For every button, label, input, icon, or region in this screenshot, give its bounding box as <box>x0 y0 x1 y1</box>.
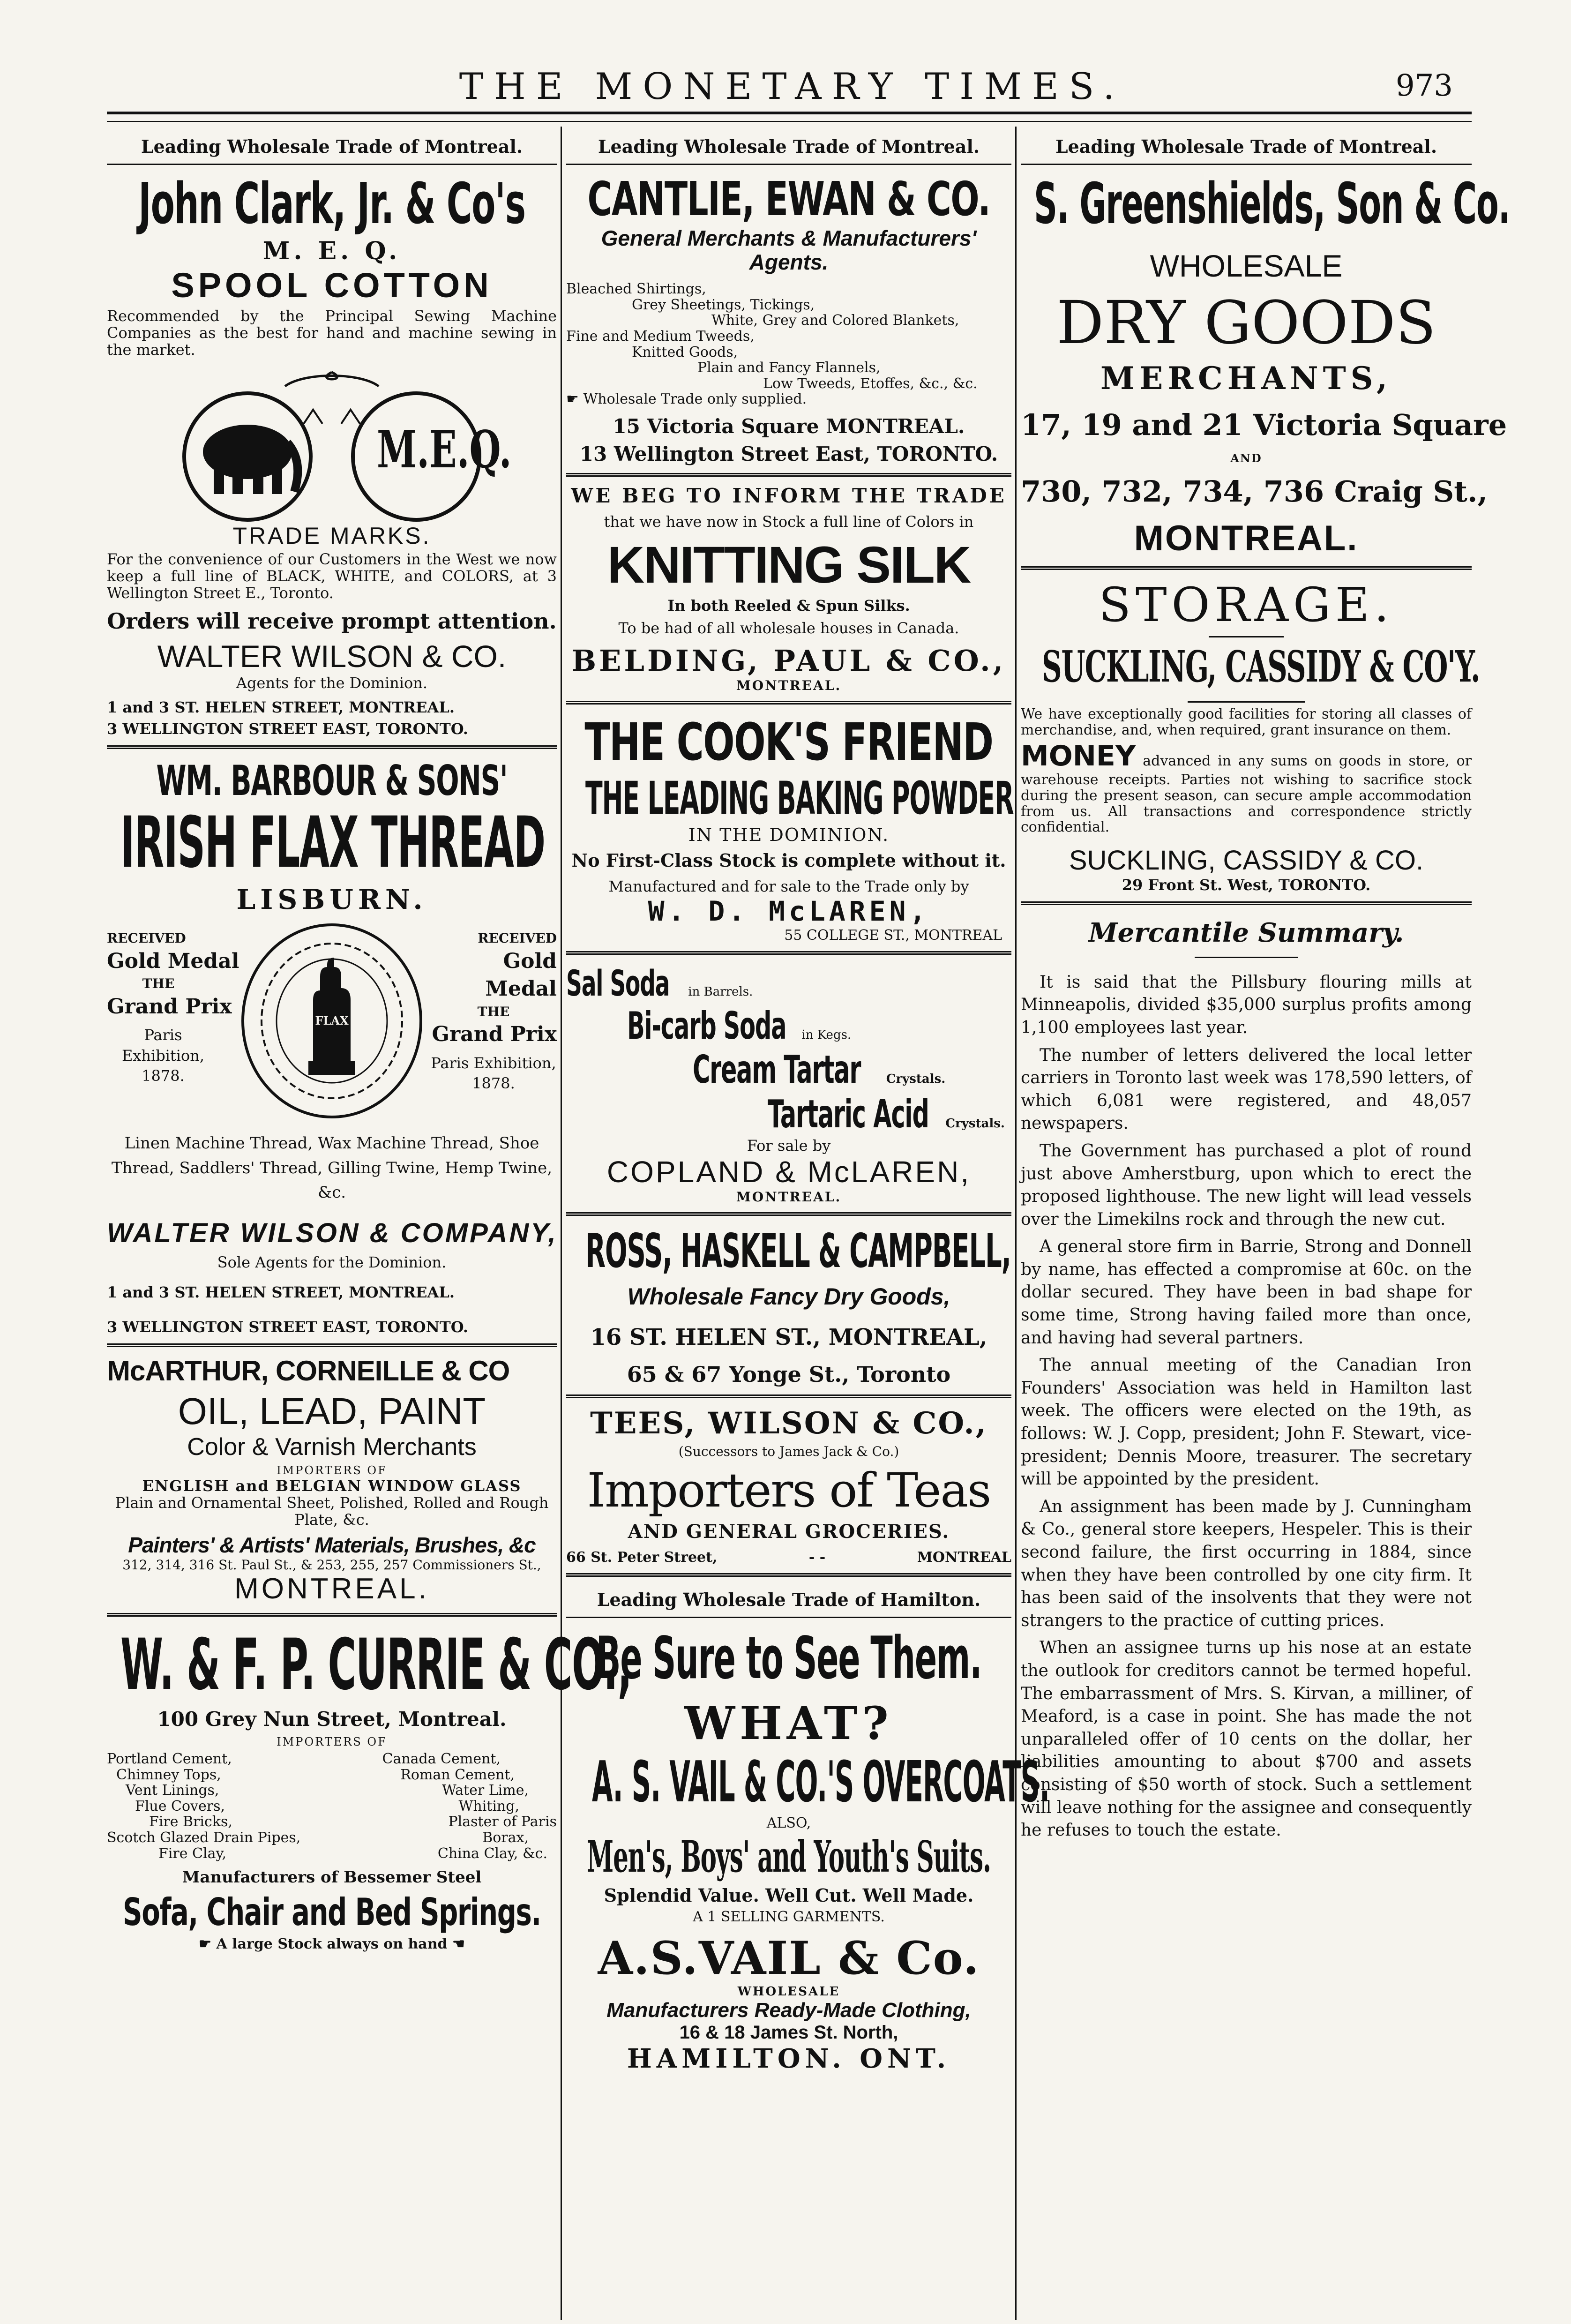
ad-tees-wilson <box>566 1406 1011 1566</box>
ad-firm-name: CANTLIE, EWAN & CO. <box>587 172 990 226</box>
summary-paragraph: The annual meeting of the Canadian Iron Founders' Association was held in Hamilton last week. The officers were elected on the 19th, as follows: W. J. Copp, president; John F. Stewart, vice-president; Dennis Moore, treasurer. The secretary will be appointed by the president. <box>1021 1356 1472 1489</box>
ad-agent-note: Agents for the Dominion. <box>236 674 428 692</box>
medal-label: Gold Medal <box>485 949 557 1001</box>
pointing-hand-icon: ☚ <box>452 1936 465 1953</box>
ad-intro: that we have now in Stock a full line of Colors in <box>604 512 974 531</box>
ad-grade: A 1 SELLING GARMENTS. <box>693 1908 885 1925</box>
divider <box>566 1573 1011 1577</box>
ad-firm-name: SUCKLING, CASSIDY & CO. <box>1069 845 1424 876</box>
ad-makers: Manufacturers Ready-Made Clothing, <box>606 1998 971 2022</box>
divider <box>1195 957 1298 958</box>
ad-sub: General Merchants & Manufacturers' Agents. <box>601 226 977 274</box>
ad-wholesale: WHOLESALE <box>737 1984 840 1999</box>
column-divider <box>561 127 562 2320</box>
ad-address: 3 WELLINGTON STREET EAST, TORONTO. <box>107 720 468 738</box>
ad-firm-name: WM. BARBOUR & SONS' <box>156 756 508 805</box>
ad-agent: WALTER WILSON & COMPANY, <box>107 1218 558 1249</box>
ad-blurb: Recommended by the Principal Sewing Machine Companies as the best for hand and machine sewing in the market. <box>107 307 557 359</box>
product-line: Cream Tartar <box>693 1047 861 1092</box>
medal-label: Grand Prix <box>107 994 232 1019</box>
list-item: Fire Bricks, <box>149 1814 232 1830</box>
ad-note: For the convenience of our Customers in the West we now keep a full line of BLACK, WHITE, and COLORS, at 3 Wellington Street E., Toronto. <box>107 550 557 602</box>
ad-address: 15 Victoria Square MONTREAL. <box>613 414 965 438</box>
ad-maker-note: Manufactured and for sale to the Trade only by <box>608 877 969 895</box>
column-divider <box>1015 127 1017 2320</box>
ad-address: 1 and 3 ST. HELEN STREET, MONTREAL. <box>107 698 455 716</box>
ad-city: MONTREAL. <box>736 677 842 693</box>
page-number: 973 <box>1395 68 1453 103</box>
ad-sub: (Successors to James Jack & Co.) <box>678 1443 899 1459</box>
ad-product: SPOOL COTTON <box>171 266 493 305</box>
divider <box>107 1343 557 1347</box>
list-item: Borax, <box>482 1829 529 1846</box>
header-rule-thin <box>107 121 1472 122</box>
ad-bessemer: Manufacturers of Bessemer Steel <box>182 1868 482 1887</box>
product-line: Sal Soda <box>566 962 670 1004</box>
ad-dash: - - <box>808 1549 826 1566</box>
ad-firm-name: TEES, WILSON & CO., <box>590 1405 987 1441</box>
ad-firm-name: SUCKLING, CASSIDY & CO'Y. <box>1042 641 1480 692</box>
ad-wholesale: WHOLESALE <box>1150 248 1343 283</box>
ad-product: Importers of Teas <box>587 1462 991 1518</box>
ad-address: 3 WELLINGTON STREET EAST, TORONTO. <box>107 1318 468 1336</box>
medal-block <box>107 920 557 1126</box>
ad-note: No First-Class Stock is complete without it. <box>571 849 1006 871</box>
divider <box>566 701 1011 705</box>
ad-city: HAMILTON. ONT. <box>627 2043 951 2074</box>
ad-sub: Wholesale Fancy Dry Goods, <box>627 1283 950 1310</box>
list-item: Bleached Shirtings, <box>566 281 706 298</box>
ad-suckling <box>1021 577 1480 894</box>
ad-address: 1 and 3 ST. HELEN STREET, MONTREAL. <box>107 1283 455 1302</box>
ad-stock: A large Stock always on hand <box>216 1936 448 1953</box>
ad-product: DRY GOODS <box>1056 288 1436 357</box>
ad-plate: Plain and Ornamental Sheet, Polished, Rolled and Rough Plate, &c. <box>115 1494 549 1529</box>
ad-paragraph: advanced in any sums on goods in store, or warehouse receipts. Parties not wishing to sacrifice stock during the present season, can secure ample accommodation from us. All transactions and correspondence strictly confidential. <box>1021 753 1472 836</box>
ad-maker: W. D. McLAREN, <box>648 895 930 927</box>
ad-agent-note: Sole Agents for the Dominion. <box>217 1253 447 1272</box>
divider <box>1209 636 1284 637</box>
summary-paragraph: When an assignee turns up his nose at an estate the outlook for creditors cannot be termed hopeful. The embarrassment of Mrs. S. Kirvan, a milliner, of Meaford, is a case in point. She has made the not unparalleled offer of 10 cents on the dollar, her liabilities amounting to about $700 and assets consisting of $50 worth of stock. Such a settlement will leave nothing for the assignee and consequently he refuses to touch the estate. <box>1021 1638 1472 1840</box>
ad-cooks-friend <box>566 712 1014 944</box>
medal-label: THE <box>477 1004 510 1020</box>
ad-merchants: MERCHANTS, <box>1100 360 1392 397</box>
medal-label: THE <box>142 976 175 992</box>
summary-paragraph: The number of letters delivered the local letter carriers in Toronto last week was 178,590 letters, of which 6,081 were registered, and 48,057 newspapers. <box>1021 1045 1472 1133</box>
ad-what: WHAT? <box>684 1696 893 1750</box>
ad-orders: Orders will receive prompt attention. <box>107 608 557 634</box>
ad-ross-haskell <box>566 1223 1011 1387</box>
summary-paragraph: It is said that the Pillsbury flouring mills at Minneapolis, divided $35,000 surplus profits among 1,100 employees last year. <box>1021 972 1472 1037</box>
ad-and: AND <box>1230 451 1262 465</box>
list-item: Canada Cement, <box>382 1751 501 1768</box>
section-head: Leading Wholesale Trade of Montreal. <box>107 131 557 165</box>
list-item: Vent Linings, <box>126 1782 219 1799</box>
list-item: Chimney Tops, <box>116 1766 221 1783</box>
ad-address: 66 St. Peter Street, <box>566 1549 718 1566</box>
divider <box>1021 901 1472 905</box>
ad-address: 17, 19 and 21 Victoria Square <box>1021 408 1507 442</box>
medal-label: Gold Medal <box>107 949 239 973</box>
header-rule <box>107 112 1472 114</box>
ad-firm-name: ROSS, HASKELL & CAMPBELL, <box>585 1223 1011 1278</box>
ad-firm-name: A.S.VAIL & Co. <box>598 1931 980 1985</box>
list-item: Portland Cement, <box>107 1751 232 1768</box>
section-head: Leading Wholesale Trade of Hamilton. <box>566 1584 1011 1618</box>
product-unit: Crystals. <box>886 1072 946 1086</box>
ad-belding <box>566 484 1011 693</box>
ad-for-sale: For sale by <box>747 1136 831 1155</box>
medal-label: Paris Exhibition, 1878. <box>121 1026 205 1085</box>
journal-title: THE MONETARY TIMES. <box>459 66 1125 108</box>
medal-label: RECEIVED <box>107 930 186 946</box>
list-item: China Clay, &c. <box>437 1845 547 1862</box>
ad-vail <box>566 1624 1050 2074</box>
ad-address: 55 COLLEGE ST., MONTREAL <box>784 927 1002 944</box>
ad-suits: Men's, Boys' and Youth's Suits. <box>587 1831 991 1882</box>
section-head: Leading Wholesale Trade of Montreal. <box>566 131 1011 165</box>
ad-firm-name: McARTHUR, CORNEILLE & CO <box>107 1355 510 1387</box>
pointing-hand-icon: ☛ <box>566 391 584 408</box>
ad-city: MONTREAL. <box>234 1573 429 1605</box>
list-item: Knitted Goods, <box>632 344 738 360</box>
ad-sub: AND GENERAL GROCERIES. <box>628 1520 950 1543</box>
list-item: Wholesale Trade only supplied. <box>583 391 807 408</box>
divider <box>566 1212 1011 1216</box>
logo-text: M.E.Q. <box>377 419 512 480</box>
divider <box>1188 701 1305 703</box>
list-item: Fire Clay, <box>158 1845 226 1862</box>
divider <box>566 473 1011 477</box>
ad-product: OIL, LEAD, PAINT <box>178 1390 486 1432</box>
divider <box>566 951 1011 955</box>
column-2 <box>566 131 1050 2315</box>
running-head <box>112 66 1472 117</box>
ad-product: IRISH FLAX THREAD <box>120 802 546 884</box>
pointing-hand-icon: ☛ <box>199 1936 211 1953</box>
ad-mcarthur <box>107 1355 557 1605</box>
medal-label: Paris Exhibition, 1878. <box>431 1054 556 1092</box>
ad-firm-name: BELDING, PAUL & CO., <box>571 643 1006 678</box>
list-item: Scotch Glazed Drain Pipes, <box>107 1829 301 1846</box>
list-item: Water Lime, <box>441 1782 529 1799</box>
summary-paragraph: The Government has purchased a plot of round just above Amherstburg, upon which to erect the proposed lighthouse. The new light will lead vessels over the Limekilns rock and through the new cut. <box>1021 1141 1472 1229</box>
goods-list <box>107 1751 557 1861</box>
ad-greenshields <box>1021 172 1510 559</box>
ad-place: LISBURN. <box>236 883 427 915</box>
ad-city: MONTREAL <box>917 1549 1011 1566</box>
ad-also: ALSO, <box>766 1814 811 1831</box>
ad-currie <box>107 1624 632 1953</box>
ad-address: 16 ST. HELEN ST., MONTREAL, <box>590 1324 987 1350</box>
ad-address: 100 Grey Nun Street, Montreal. <box>157 1708 507 1731</box>
list-item: Flue Covers, <box>135 1798 225 1814</box>
divider <box>107 1613 557 1617</box>
product-unit: in Kegs. <box>801 1027 852 1042</box>
ad-headline: Be Sure to See Them. <box>596 1624 982 1692</box>
ad-storage: STORAGE. <box>1099 577 1394 632</box>
list-item: Fine and Medium Tweeds, <box>566 328 755 345</box>
ad-importers: IMPORTERS OF <box>277 1464 387 1477</box>
ad-address: 16 & 18 James St. North, <box>679 2022 898 2043</box>
list-item: Grey Sheetings, Tickings, <box>632 296 815 313</box>
seal-text: FLAX <box>315 1013 349 1027</box>
elephant-icon <box>203 425 298 494</box>
divider <box>107 745 557 749</box>
ad-importers: IMPORTERS OF <box>277 1735 387 1749</box>
ad-agent: WALTER WILSON & CO. <box>157 638 507 674</box>
ad-address: 312, 314, 316 St. Paul St., & 253, 255, 257 Commissioners St., <box>122 1557 541 1573</box>
ad-firm-name: A. S. VAIL & CO.'S OVERCOATS. <box>592 1749 1050 1815</box>
ad-intro: WE BEG TO INFORM THE TRADE <box>571 484 1007 507</box>
ad-value: Splendid Value. Well Cut. Well Made. <box>604 1884 974 1906</box>
ad-glass: ENGLISH and BELGIAN WINDOW GLASS <box>142 1477 522 1495</box>
ad-copland <box>566 962 1011 1205</box>
ad-firm-name: THE COOK'S FRIEND <box>584 712 993 772</box>
product-unit: Crystals. <box>945 1116 1005 1131</box>
ad-firm-name: W. & F. P. CURRIE & CO., <box>120 1624 632 1706</box>
ad-initials: M. E. Q. <box>262 237 401 265</box>
ad-city: MONTREAL. <box>736 1189 842 1205</box>
ad-product: KNITTING SILK <box>607 536 971 594</box>
list-item: Roman Cement, <box>400 1766 515 1783</box>
column-3 <box>1021 131 1510 2315</box>
ad-sub: In both Reeled & Spun Silks. <box>667 596 910 615</box>
mercantile-summary <box>1021 917 1472 1842</box>
list-item: Low Tweeds, Etoffes, &c., &c. <box>763 375 978 392</box>
ad-address: 65 & 67 Yonge St., Toronto <box>627 1361 951 1387</box>
ad-cantlie <box>566 172 1011 465</box>
goods-list <box>566 281 1011 407</box>
ad-lines: Linen Machine Thread, Wax Machine Thread, Shoe Thread, Saddlers' Thread, Gilling Twine, Hemp Twine, &c. <box>111 1133 553 1202</box>
ad-address: 13 Wellington Street East, TORONTO. <box>579 442 998 465</box>
ad-paragraph: We have exceptionally good facilities for storing all classes of merchandise, and, when required, grant insurance on them. <box>1021 706 1472 738</box>
product-line: Bi-carb Soda <box>627 1004 786 1048</box>
list-item: White, Grey and Colored Blankets, <box>711 312 959 329</box>
list-item: Plain and Fancy Flannels, <box>697 360 881 376</box>
product-unit: in Barrels. <box>688 984 753 999</box>
meq-trademark <box>107 367 557 522</box>
ad-firm-name: COPLAND & McLAREN, <box>606 1155 971 1189</box>
summary-title: Mercantile Summary. <box>1088 917 1404 948</box>
ad-firm-name: John Clark, Jr. & Co's <box>138 172 525 237</box>
summary-paragraph: An assignment has been made by J. Cunningham & Co., general store keepers, Hespeler. This is their second failure, the first occurring in 1884, since when they have been controlled by one city firm. It has been said of the insolvents that they were not strangers to the practice of cutting prices. <box>1021 1497 1472 1630</box>
divider <box>1021 566 1472 570</box>
ad-product: THE LEADING BAKING POWDER <box>585 772 1014 825</box>
medal-label: Grand Prix <box>432 1022 557 1047</box>
section-head: Leading Wholesale Trade of Montreal. <box>1021 131 1472 165</box>
list-item: Plaster of Paris <box>448 1814 557 1830</box>
ad-materials: Painters' & Artists' Materials, Brushes, &c <box>128 1532 536 1557</box>
ad-barbour <box>107 757 557 1336</box>
ad-firm-name: S. Greenshields, Son & Co. <box>1034 172 1510 237</box>
trade-marks-label: TRADE MARKS. <box>232 523 431 549</box>
medal-label: RECEIVED <box>478 930 557 946</box>
ad-springs: Sofa, Chair and Bed Springs. <box>123 1890 541 1934</box>
ad-john-clark <box>107 172 557 738</box>
summary-paragraph: A general store firm in Barrie, Strong and Donnell by name, has effected a compromise at 60c. on the dollar secured. They have been in bad shape for some time, Strong having failed more than once, and having had several partners. <box>1021 1237 1472 1348</box>
ad-address: 29 Front St. West, TORONTO. <box>1122 876 1371 894</box>
ad-sub: IN THE DOMINION. <box>688 824 890 845</box>
ad-city: MONTREAL. <box>1134 518 1359 558</box>
ad-money: MONEY <box>1021 740 1136 773</box>
ad-sub: Color & Varnish Merchants <box>187 1433 477 1461</box>
product-line: Tartaric Acid <box>768 1092 929 1137</box>
divider <box>566 1394 1011 1398</box>
list-item: Whiting, <box>458 1798 519 1814</box>
ad-address: 730, 732, 734, 736 Craig St., <box>1021 474 1488 509</box>
ad-note: To be had of all wholesale houses in Canada. <box>618 619 959 637</box>
